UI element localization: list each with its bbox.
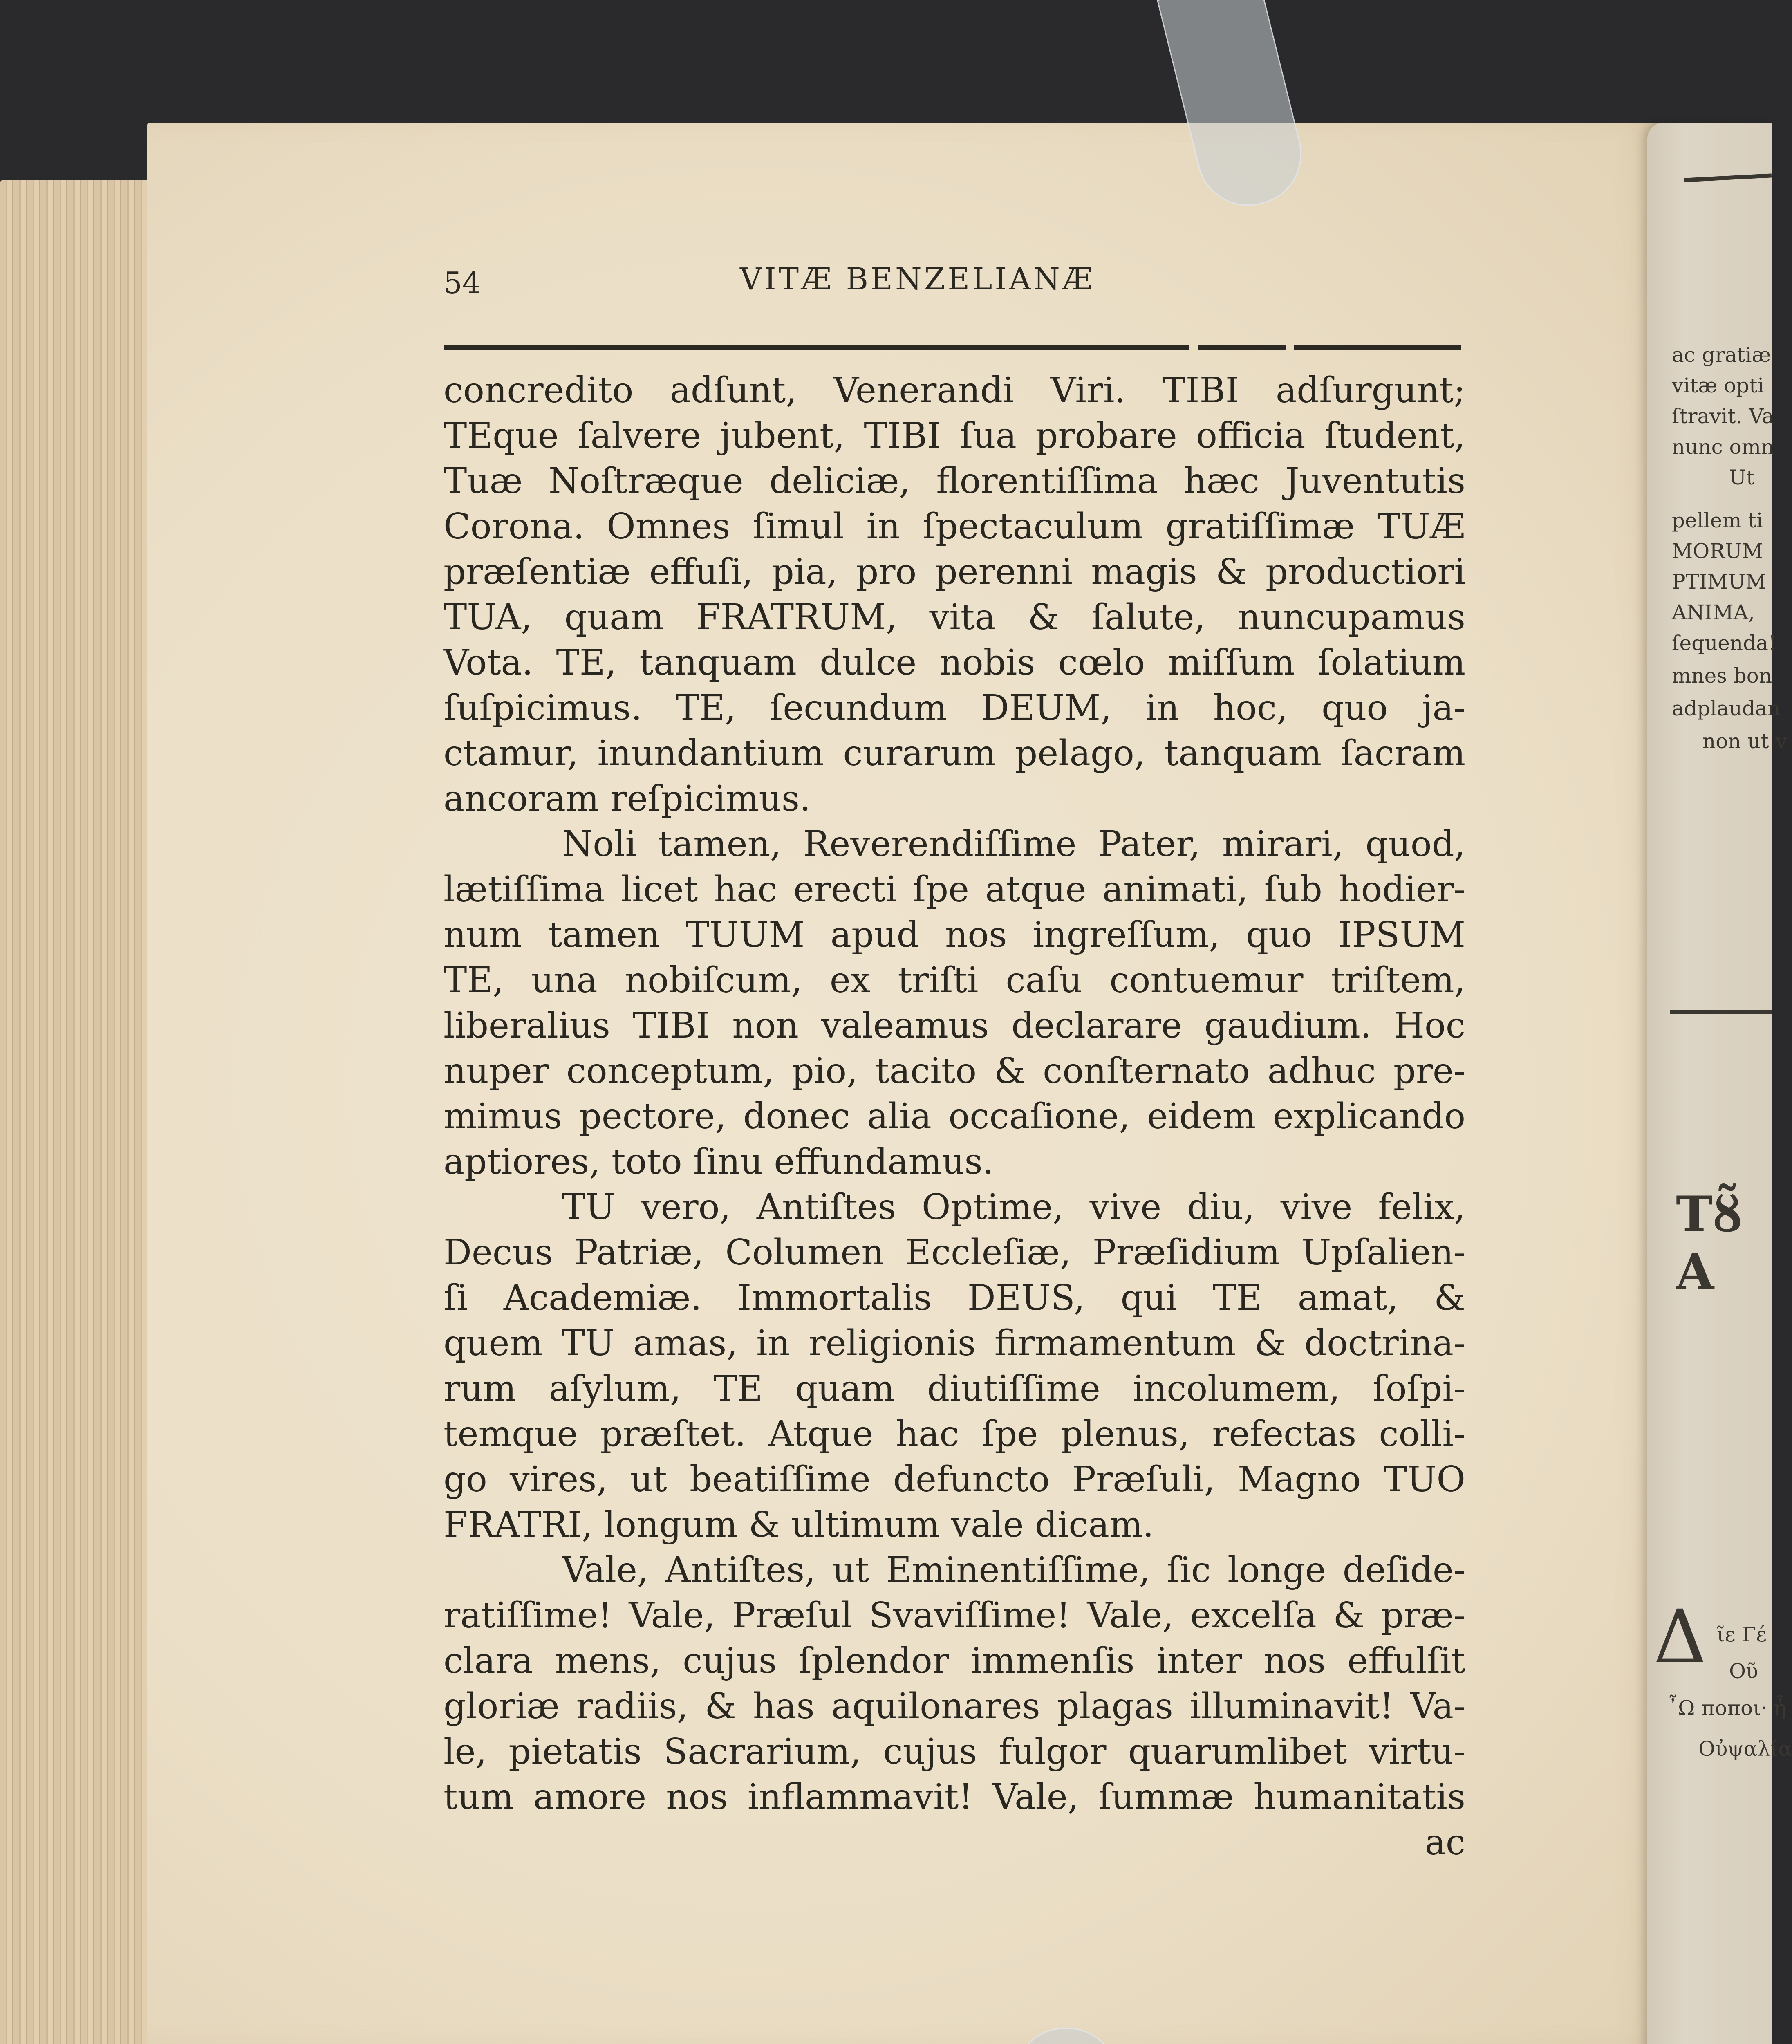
text-line: gloriæ radiis, & has aquilonares plagas illuminavit! Va- <box>444 1686 1465 1727</box>
right-page-line: Ut <box>1729 466 1755 489</box>
text-line: concredito adſunt, Venerandi Viri. TIBI adſurgunt; <box>444 370 1465 411</box>
text-line: temque præſtet. Atque hac ſpe plenus, refectas colli- <box>444 1414 1465 1455</box>
text-line: Tuæ Noſtræque deliciæ, florentiſſima hæc Juventutis <box>444 461 1465 502</box>
right-page-line: adplaudan <box>1672 697 1781 720</box>
text-line: Corona. Omnes ſimul in ſpectaculum gratiſſimæ TUÆ <box>444 506 1465 547</box>
right-page-greek-line: ῏Ω ποποι· ἦ <box>1668 1696 1786 1720</box>
running-title: VITÆ BENZELIANÆ <box>740 262 1095 297</box>
right-page-line: pellem ti <box>1672 509 1763 532</box>
text-line: go vires, ut beatiſſime defuncto Præſuli, Magno TUO <box>444 1459 1465 1500</box>
right-page-line: mnes bon <box>1672 664 1772 688</box>
text-line: ancoram reſpicimus. <box>444 778 811 819</box>
right-page-greek-line: Οὐψαλία <box>1698 1737 1792 1761</box>
text-line: quem TU amas, in religionis firmamentum & doctrina- <box>444 1323 1465 1364</box>
right-page-line: ac gratiæ <box>1672 343 1771 367</box>
right-page-line: MORUM <box>1672 539 1763 563</box>
right-page-greek-line: ῖε Γέ <box>1717 1623 1767 1646</box>
text-line: tum amore nos inflammavit! Vale, ſummæ humanitatis <box>444 1777 1465 1818</box>
right-page-line: non ut v <box>1702 729 1787 753</box>
text-line: num tamen TUUM apud nos ingreſſum, quo IPSUM <box>444 914 1465 955</box>
text-line: Decus Patriæ, Columen Eccleſiæ, Præſidium Upſalien- <box>444 1232 1465 1273</box>
header-rule <box>444 345 1189 350</box>
text-line: Vota. TE, tanquam dulce nobis cœlo miſſum ſolatium <box>444 642 1465 683</box>
right-page-line: nunc omn <box>1672 435 1774 459</box>
page-edges-stack <box>0 180 155 2044</box>
text-line: aptiores, toto ſinu effundamus. <box>444 1141 994 1182</box>
right-page-line: PTIMUM <box>1672 570 1767 594</box>
text-line: TUA, quam FRATRUM, vita & ſalute, nuncupamus <box>444 597 1465 638</box>
right-page-line: ANIMA, <box>1672 601 1755 624</box>
text-line: le, pietatis Sacrarium, cujus fulgor quarumlibet virtu- <box>444 1731 1465 1772</box>
greek-initial: Δ <box>1653 1594 1707 1680</box>
text-line: ctamur, inundantium curarum pelago, tanquam ſacram <box>444 733 1465 774</box>
page-number: 54 <box>444 266 481 300</box>
text-line: nuper conceptum, pio, tacito & conſternato adhuc pre- <box>444 1051 1465 1091</box>
right-page-line: vitæ opti <box>1672 374 1764 397</box>
text-line: TE, una nobiſcum, ex triſti caſu contuemur triſtem, <box>444 960 1465 1001</box>
text-line: liberalius TIBI non valeamus declarare gaudium. Hoc <box>444 1005 1465 1046</box>
text-line: rum aſylum, TE quam diutiſſime incolumem, ſoſpi- <box>444 1368 1465 1409</box>
text-line: præſentiæ effuſi, pia, pro perenni magis & productiori <box>444 551 1465 592</box>
right-page-greek-line: Οῦ <box>1729 1659 1758 1683</box>
header-rule-segment <box>1294 345 1461 350</box>
text-line: FRATRI, longum & ultimum vale dicam. <box>444 1504 1154 1545</box>
text-line: ratiſſime! Vale, Præſul Svaviſſime! Vale, excelſa & præ- <box>444 1595 1465 1636</box>
right-page-line: ſtravit. Va <box>1672 404 1774 428</box>
right-page-section-rule <box>1670 1010 1772 1014</box>
text-line: TEque ſalvere jubent, TIBI ſua probare officia ſtudent, <box>444 415 1465 456</box>
text-line: Vale, Antiſtes, ut Eminentiſſime, ſic longe deſide- <box>562 1550 1465 1591</box>
right-page-line: ſequenda! <box>1672 631 1777 655</box>
text-line: clara mens, cujus ſplendor immenſis inter nos effulſit <box>444 1641 1465 1681</box>
text-line: Noli tamen, Reverendiſſime Pater, mirari, quod, <box>562 824 1465 865</box>
text-line: ſuſpicimus. TE, ſecundum DEUM, in hoc, quo ja- <box>444 688 1465 728</box>
right-page-heading-fragment: Τȣ̃ A <box>1676 1186 1743 1301</box>
header-rule-segment <box>1198 345 1286 350</box>
text-line: ac <box>1425 1822 1465 1863</box>
text-line: ſi Academiæ. Immortalis DEUS, qui TE amat, & <box>444 1278 1465 1318</box>
text-line: lætiſſima licet hac erecti ſpe atque animati, ſub hodier- <box>444 869 1465 910</box>
text-line: TU vero, Antiſtes Optime, vive diu, vive felix, <box>562 1187 1465 1228</box>
text-line: mimus pectore, donec alia occaſione, eidem explicando <box>444 1096 1465 1137</box>
body-text <box>444 368 1465 1865</box>
